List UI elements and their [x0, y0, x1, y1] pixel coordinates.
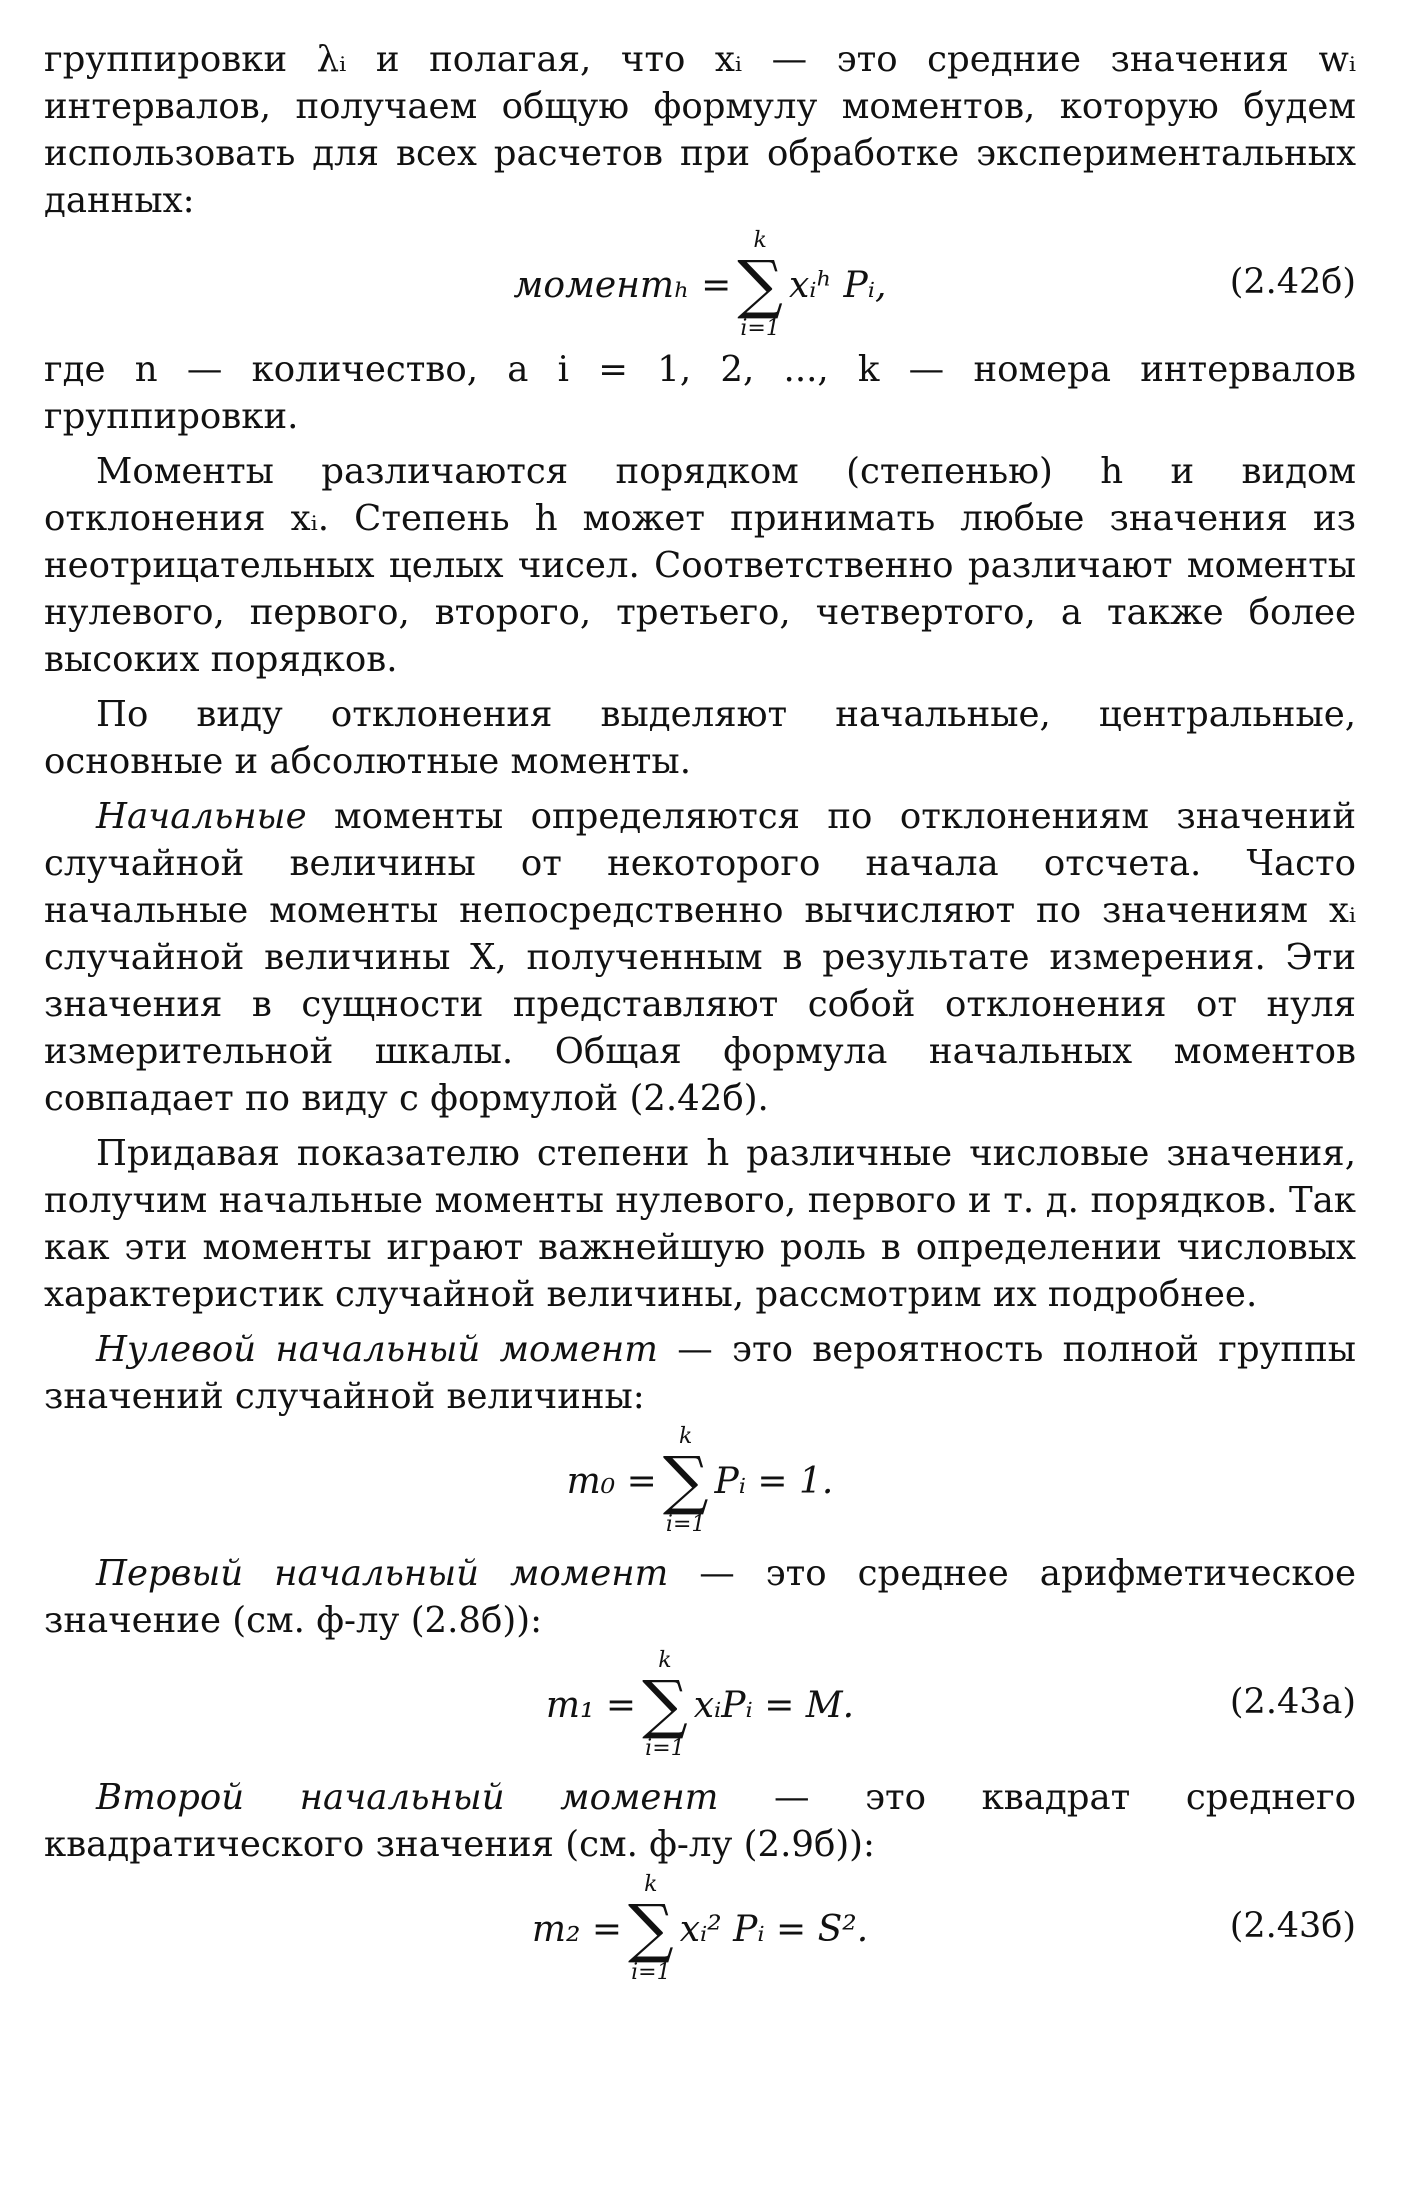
equation-rhs: xᵢ² Pᵢ = S². [679, 1908, 869, 1950]
equation-number: (2.42б) [1229, 262, 1356, 302]
sum-upper-limit: k [658, 1648, 672, 1673]
equation-rhs: xᵢʰ Pᵢ, [788, 264, 887, 306]
document-page [44, 36, 1356, 1998]
paragraph-second-moment [44, 1774, 1356, 1868]
paragraph-text: — это среднее арифметическое значение (см. ф-лу (2.8б)): [44, 1553, 1356, 1641]
equation-2-43b [44, 1868, 1356, 1998]
sum-lower-limit: i=1 [740, 316, 780, 341]
paragraph-initial-moments [44, 793, 1356, 1122]
paragraph-order: Моменты различаются порядком (степенью) h и видом отклонения xᵢ. Степень h может принимать любые значения из неотрицательных целых чисел. Соответственно различают моменты нулевого, первого, второго, третьего, четвертого, а также более высоких порядков. [44, 451, 1356, 680]
equation-lhs: моментₕ = [513, 264, 732, 306]
sigma-symbol: ∑ [642, 1668, 688, 1742]
sum-lower-limit: i=1 [645, 1736, 685, 1761]
summation-sign [663, 1425, 709, 1537]
equation-lhs: m₂ = [531, 1908, 622, 1950]
equation-lhs: m₁ = [545, 1684, 637, 1726]
equation-rhs: Pᵢ = 1. [714, 1460, 834, 1502]
sigma-symbol: ∑ [628, 1892, 674, 1966]
sum-upper-limit: k [644, 1872, 658, 1897]
term-second-moment: Второй начальный момент [96, 1777, 719, 1818]
summation-sign [642, 1649, 688, 1761]
sum-lower-limit: i=1 [631, 1960, 671, 1985]
term-zero-moment: Нулевой начальный момент [96, 1329, 658, 1370]
equation-lhs: m₀ = [566, 1460, 657, 1502]
paragraph-zero-moment [44, 1326, 1356, 1420]
sigma-symbol: ∑ [662, 1444, 709, 1518]
summation-sign [628, 1873, 674, 1985]
paragraph-text: — это квадрат среднего квадратического значения (см. ф-лу (2.9б)): [44, 1777, 1356, 1865]
term-first-moment: Первый начальный момент [96, 1553, 669, 1594]
equation-2-43a [44, 1644, 1356, 1774]
equation-number: (2.43б) [1229, 1906, 1356, 1946]
equation-m0 [44, 1420, 1356, 1550]
paragraph-exponent: Придавая показателю степени h различные числовые значения, получим начальные моменты нулевого, первого и т. д. порядков. Так как эти моменты играют важнейшую роль в определении числовых характеристик случайной величины, рассмотрим их подробнее. [44, 1133, 1356, 1315]
paragraph-kinds: По виду отклонения выделяют начальные, центральные, основные и абсолютные моменты. [44, 694, 1356, 782]
summation-sign [737, 229, 783, 341]
paragraph-text: моменты определяются по отклонениям значений случайной величины от некоторого начала отсчета. Часто начальные моменты непосредственно вычисляют по значениям xᵢ случайной величины X, полученным в результате измерения. Эти значения в сущности представляют собой отклонения от нуля измерительной шкалы. Общая формула начальных моментов совпадает по виду с формулой (2.42б). [44, 796, 1356, 1119]
paragraph-text: — это вероятность полной группы значений случайной величины: [44, 1329, 1357, 1417]
equation-number: (2.43а) [1229, 1682, 1356, 1722]
paragraph-where: где n — количество, а i = 1, 2, ..., k — номера интервалов группировки. [44, 349, 1356, 437]
equation-rhs: xᵢPᵢ = M. [693, 1684, 855, 1726]
sum-upper-limit: k [678, 1424, 693, 1449]
paragraph-first-moment [44, 1550, 1356, 1644]
paragraph-intro: группировки λᵢ и полагая, что xᵢ — это средние значения wᵢ интервалов, получаем общую формулу моментов, которую будем использовать для всех расчетов при обработке экспериментальных данных: [44, 39, 1356, 221]
sigma-symbol: ∑ [737, 248, 783, 322]
sum-upper-limit: k [753, 228, 767, 253]
term-initial: Начальные [96, 796, 307, 837]
equation-2-42b [44, 224, 1356, 346]
sum-lower-limit: i=1 [665, 1512, 706, 1537]
